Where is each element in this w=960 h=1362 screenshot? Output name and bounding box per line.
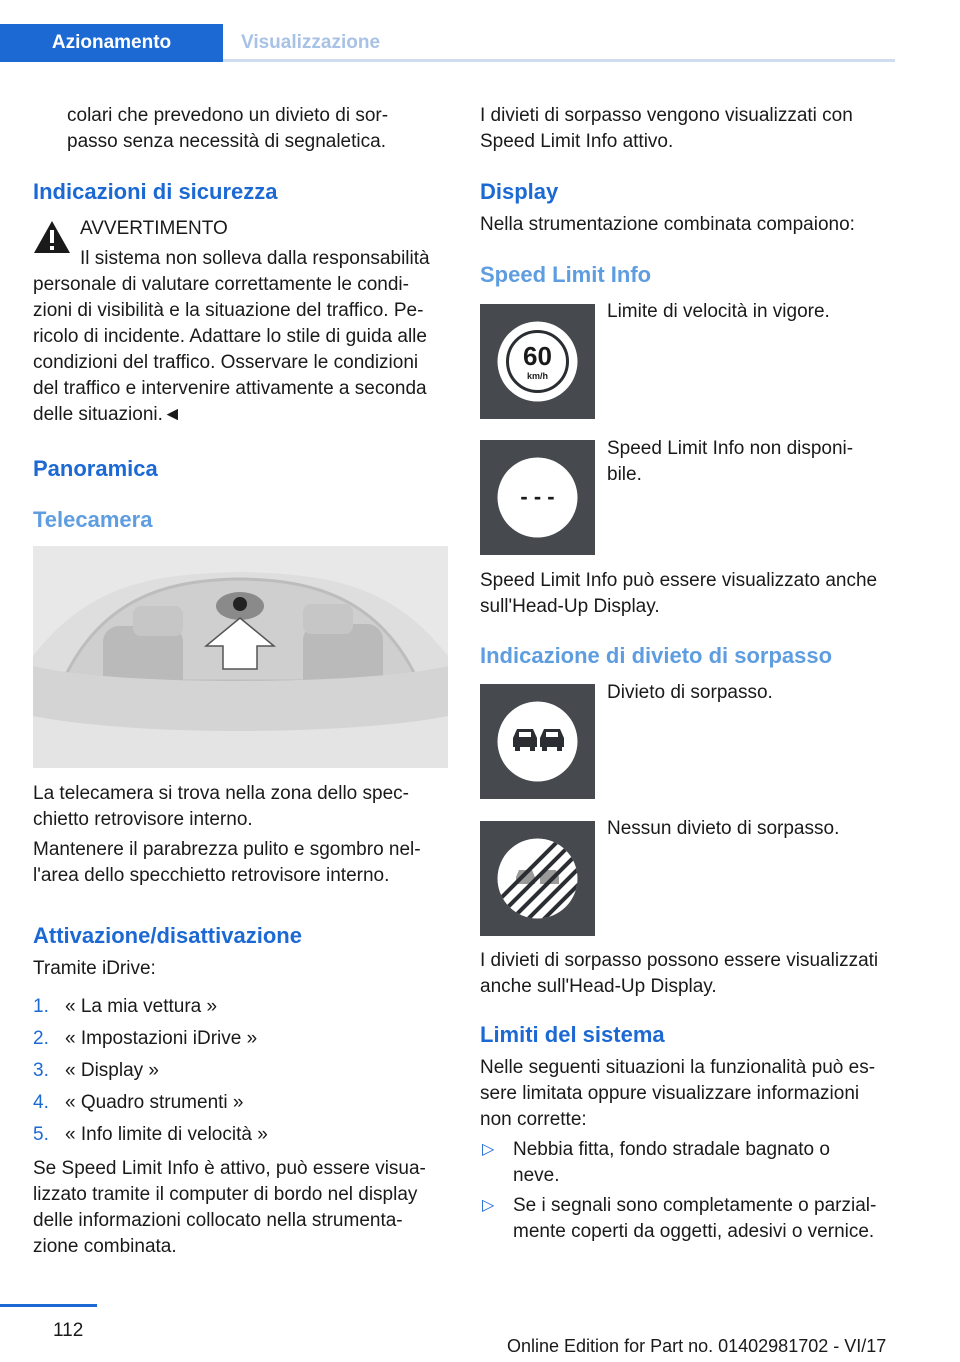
step-number: 4.: [33, 1092, 49, 1113]
header-tabs: [0, 24, 895, 62]
triangle-bullet-icon: ▷: [482, 1141, 495, 1158]
warning-text: personale di valutare correttamente le condi- zioni di visibilità e la situazione del traffico. Pe- ricolo di incidente. Adattare lo stile di guida alle condizioni del traffico. Osservare le condizioni del traffico e intervenire attivamente a seconda delle situazioni.◄: [33, 274, 427, 425]
sign-60-caption: Limite di velocità in vigore.: [607, 301, 830, 322]
step-text: « Impostazioni iDrive »: [65, 1028, 258, 1049]
sign-dashes: - - -: [520, 484, 555, 509]
overtake-hud-text: I divieti di sorpasso possono essere visualizzati anche sull'Head-Up Display.: [480, 950, 879, 997]
sign-unit: km/h: [526, 371, 549, 381]
page-number: 112: [53, 1320, 84, 1341]
header-divider: [223, 59, 895, 62]
tab-visualizzazione[interactable]: Visualizzazione: [241, 32, 381, 53]
display-intro: Nella strumentazione combinata compaiono:: [480, 214, 855, 235]
hud-text: Speed Limit Info può essere visualizzato anche sull'Head-Up Display.: [480, 570, 878, 617]
step-text: « Display »: [65, 1060, 159, 1081]
activation-text: Se Speed Limit Info è attivo, può essere visua- lizzato tramite il computer di bordo nel display delle informazioni collocato nella strumenta- zione combinata.: [33, 1158, 426, 1257]
speed-limit-heading: Speed Limit Info: [480, 262, 652, 287]
end-no-overtake-caption: Nessun divieto di sorpasso.: [607, 818, 840, 839]
step-text: « Quadro strumenti »: [65, 1092, 244, 1113]
speed-limit-unavailable-sign: [480, 440, 595, 555]
limit-text: Nebbia fitta, fondo stradale bagnato o neve.: [513, 1139, 830, 1186]
step-number: 5.: [33, 1124, 49, 1145]
camera-heading: Telecamera: [33, 507, 153, 532]
display-heading: Display: [480, 179, 559, 204]
no-overtaking-sign: [480, 684, 595, 799]
step-text: « La mia vettura »: [65, 996, 218, 1017]
intro-paragraph: colari che prevedono un divieto di sor- passo senza necessità di segnaletica.: [67, 105, 389, 152]
step-text: « Info limite di velocità »: [65, 1124, 268, 1145]
step-number: 2.: [33, 1028, 49, 1049]
end-no-overtaking-sign: [480, 821, 595, 936]
step-number: 3.: [33, 1060, 49, 1081]
sign-number: 60: [523, 341, 552, 371]
step-number: 1.: [33, 996, 49, 1017]
limits-heading: Limiti del sistema: [480, 1022, 665, 1047]
warning-title: AVVERTIMENTO: [80, 218, 228, 239]
warning-icon: [33, 220, 71, 254]
overview-heading: Panoramica: [33, 456, 158, 481]
triangle-bullet-icon: ▷: [482, 1197, 495, 1214]
camera-text-1: La telecamera si trova nella zona dello spec- chietto retrovisore interno.: [33, 783, 409, 830]
tab-azionamento[interactable]: Azionamento: [0, 24, 223, 62]
safety-heading: Indicazioni di sicurezza: [33, 179, 278, 204]
overtake-heading: Indicazione di divieto di sorpasso: [480, 643, 833, 668]
no-overtake-caption: Divieto di sorpasso.: [607, 682, 773, 703]
camera-text-2: Mantenere il parabrezza pulito e sgombro nel- l'area dello specchietto retrovisore interno.: [33, 839, 421, 886]
sign-na-caption: Speed Limit Info non disponi- bile.: [607, 438, 854, 485]
limit-text: Se i segnali sono completamente o parzial- mente coperti da oggetti, adesivi o vernice.: [513, 1195, 877, 1242]
warning-text-first: Il sistema non solleva dalla responsabilità: [80, 248, 430, 269]
edition-text: Online Edition for Part no. 01402981702 - VI/17: [507, 1336, 887, 1356]
speed-limit-60-sign: [480, 304, 595, 419]
footer-divider: [0, 1304, 97, 1307]
limits-intro: Nelle seguenti situazioni la funzionalità può es- sere limitata oppure visualizzare informazioni non corrette:: [480, 1057, 876, 1130]
activation-intro: Tramite iDrive:: [33, 958, 156, 979]
activation-heading: Attivazione/disattivazione: [33, 923, 302, 948]
right-intro: I divieti di sorpasso vengono visualizzati con Speed Limit Info attivo.: [480, 105, 853, 152]
camera-location-illustration: [33, 546, 448, 768]
